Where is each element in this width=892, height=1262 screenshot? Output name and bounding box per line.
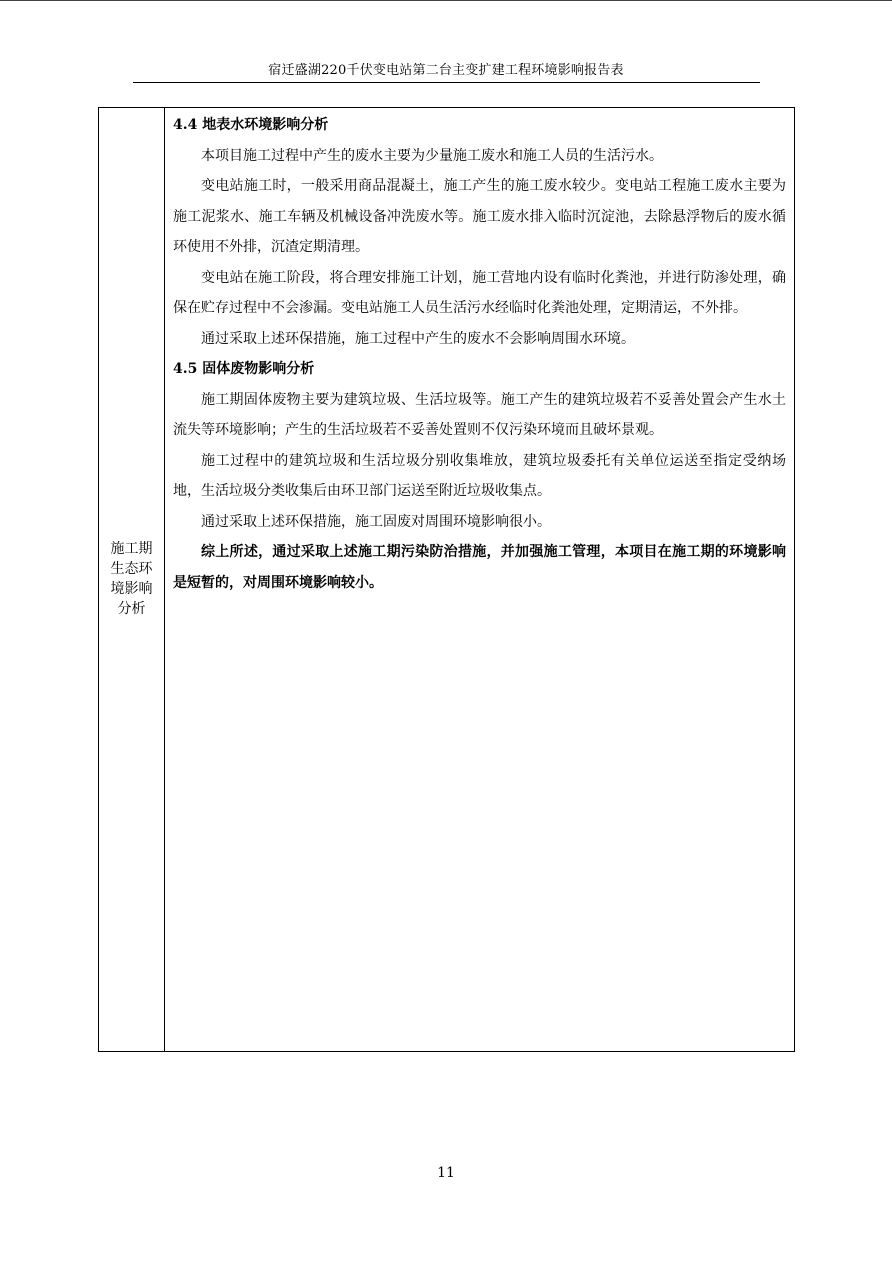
- row-label: 施工期生态环境影响分析: [110, 540, 153, 617]
- paragraph: 施工期固体废物主要为建筑垃圾、生活垃圾等。施工产生的建筑垃圾若不妥善处置会产生水土流失等环境影响；产生的生活垃圾若不妥善处置则不仅污染环境而且破坏景观。: [173, 391, 786, 438]
- header-underline: [133, 82, 760, 83]
- paragraph: 本项目施工过程中产生的废水主要为少量施工废水和施工人员的生活污水。: [201, 147, 663, 164]
- section-heading-surface-water: 4.4 地表水环境影响分析: [173, 117, 329, 133]
- paragraph: 通过采取上述环保措施，施工固废对周围环境影响很小。: [201, 513, 551, 530]
- paragraph: 变电站在施工阶段，将合理安排施工计划，施工营地内设有临时化粪池，并进行防渗处理，确保在贮存过程中不会渗漏。变电站施工人员生活污水经临时化粪池处理，定期清运，不外排。: [173, 269, 786, 316]
- document-header-title: 宿迁盛湖220千伏变电站第二台主变扩建工程环境影响报告表: [268, 63, 624, 78]
- section-heading-solid-waste: 4.5 固体废物影响分析: [173, 361, 315, 377]
- conclusion-paragraph: 综上所述，通过采取上述施工期污染防治措施，并加强施工管理，本项目在施工期的环境影响是短暂的，对周围环境影响较小。: [173, 544, 786, 591]
- report-table: [98, 107, 795, 1052]
- top-border-line: [0, 0, 892, 1]
- paragraph: 施工过程中的建筑垃圾和生活垃圾分别收集堆放，建筑垃圾委托有关单位运送至指定受纳场地，生活垃圾分类收集后由环卫部门运送至附近垃圾收集点。: [173, 452, 786, 499]
- content-cell: [165, 108, 794, 1051]
- row-label-cell: [99, 108, 165, 1051]
- paragraph: 变电站施工时，一般采用商品混凝土，施工产生的施工废水较少。变电站工程施工废水主要为施工泥浆水、施工车辆及机械设备冲洗废水等。施工废水排入临时沉淀池，去除悬浮物后的废水循环使用不外排，沉渣定期清理。: [173, 178, 786, 255]
- paragraph: 通过采取上述环保措施，施工过程中产生的废水不会影响周围水环境。: [201, 330, 635, 347]
- page-number: 11: [437, 1165, 455, 1181]
